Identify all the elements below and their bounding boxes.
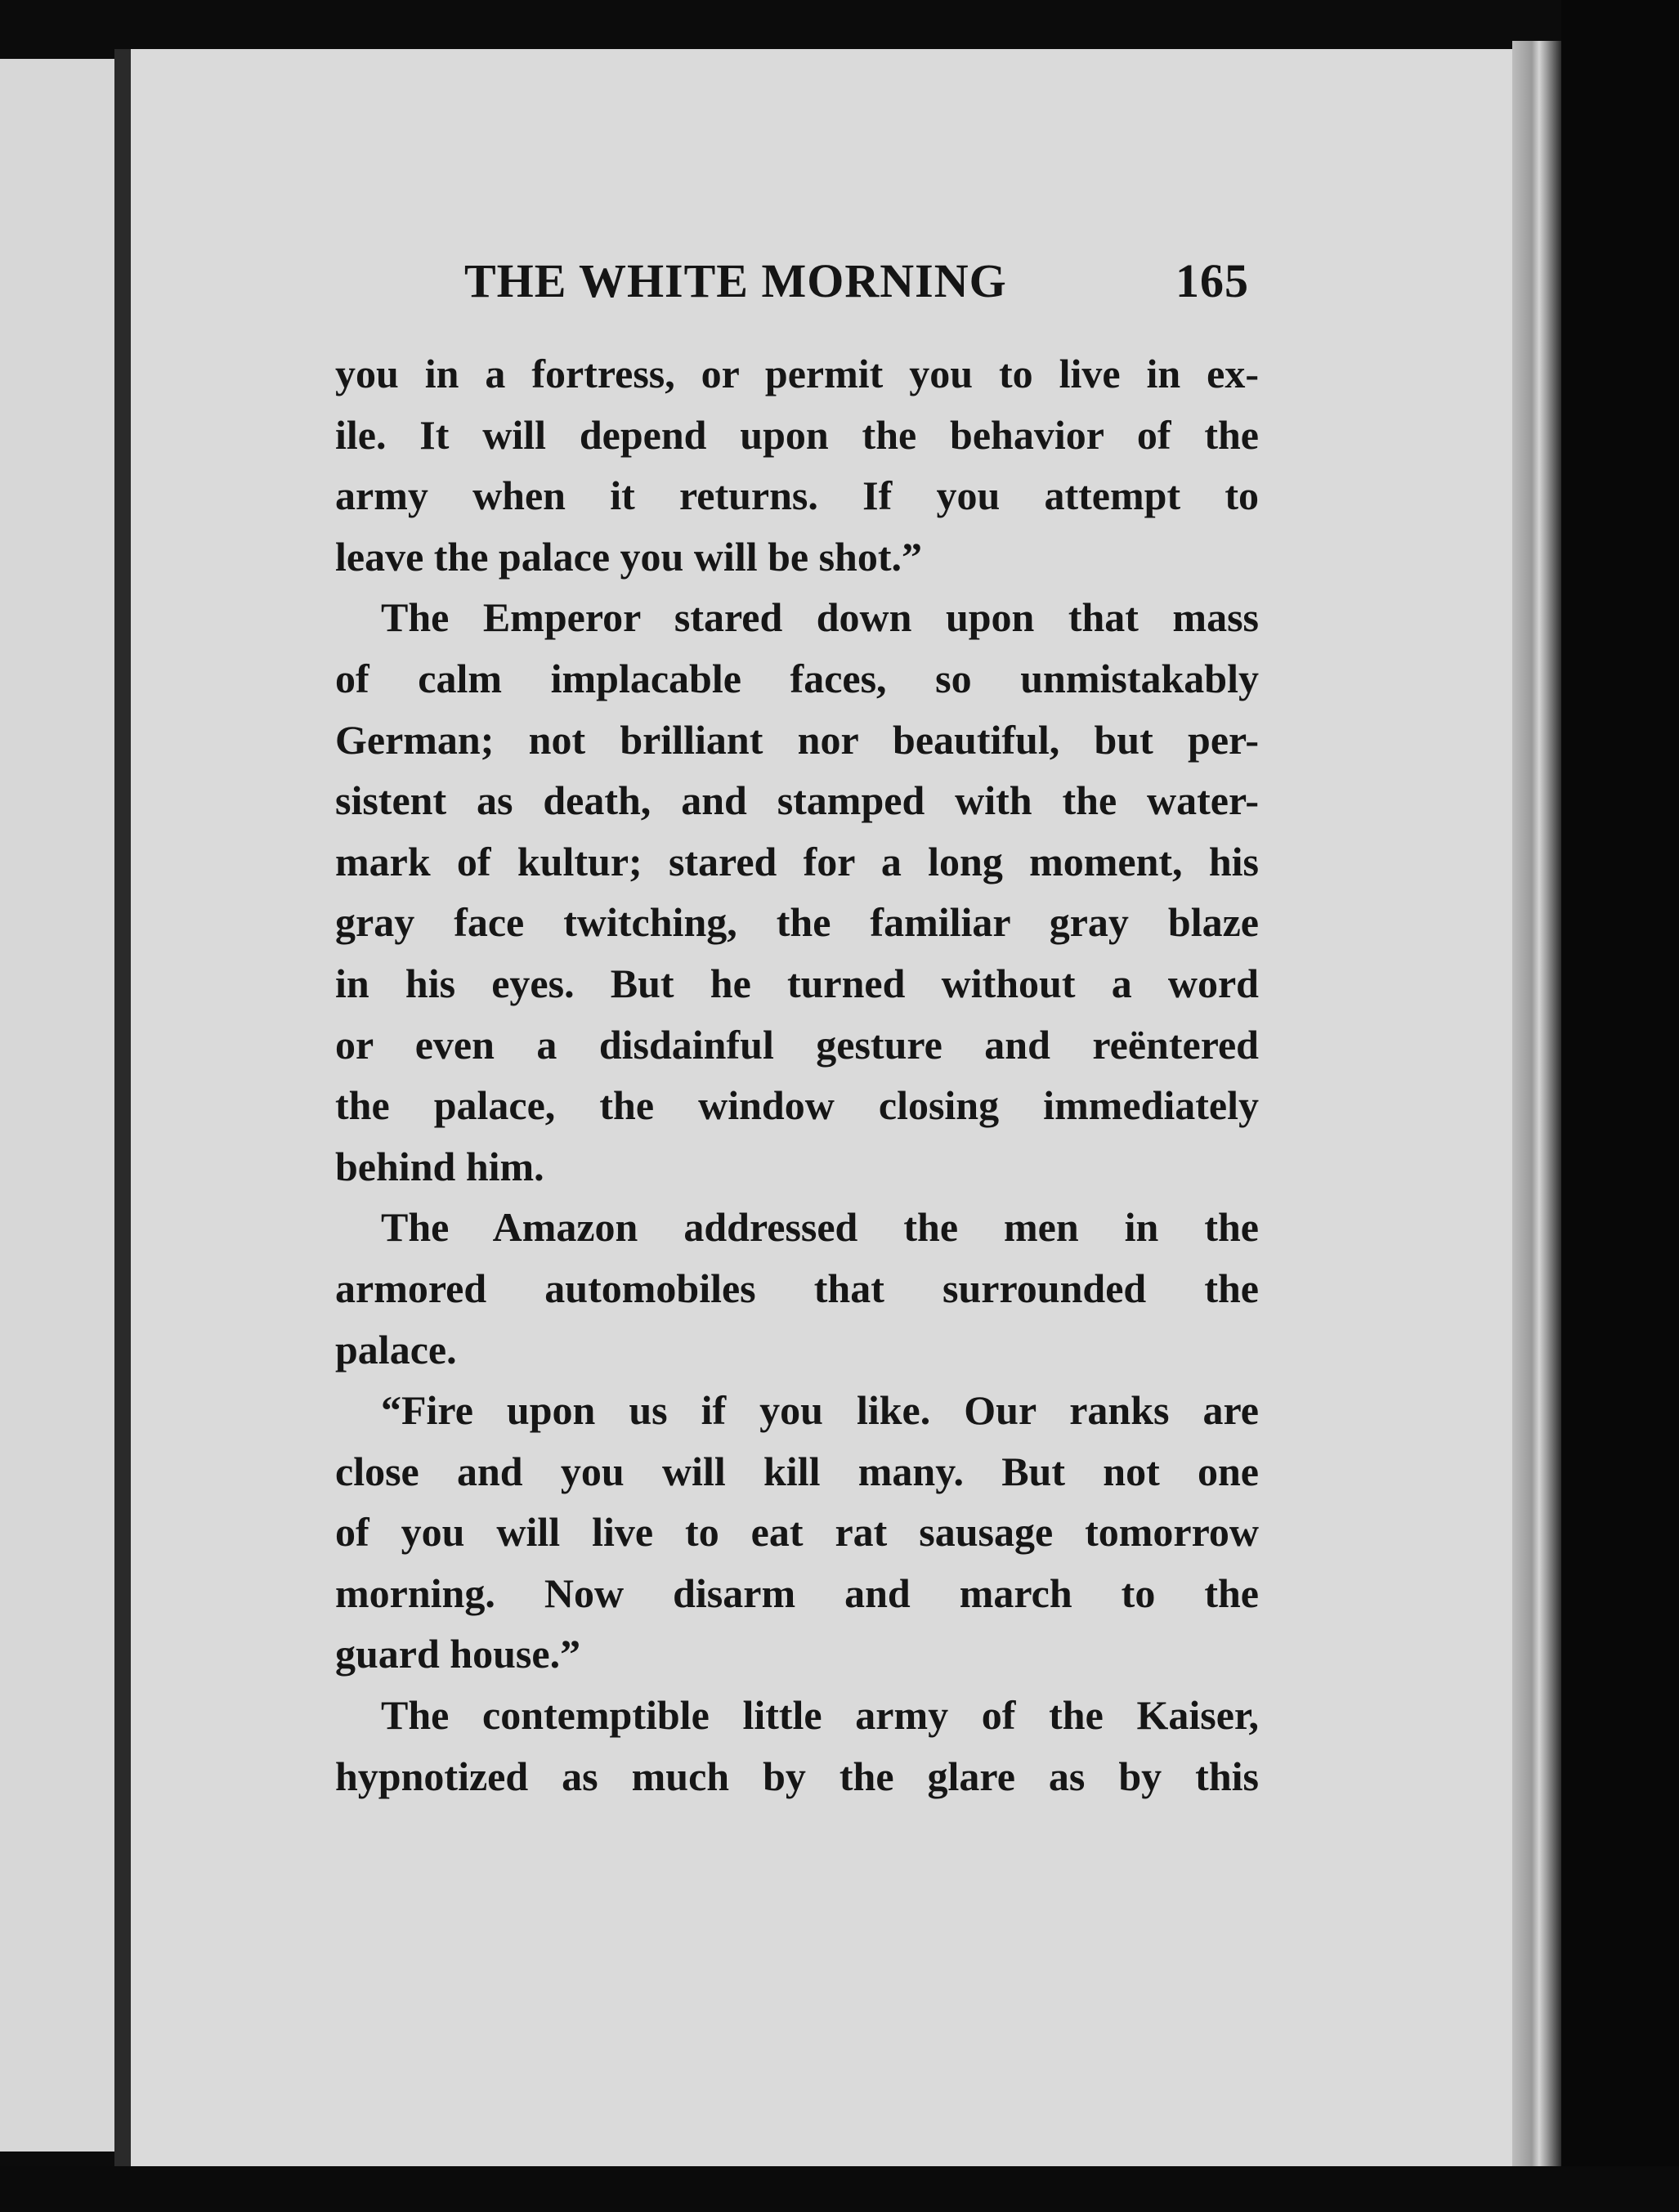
book-gutter [114, 49, 131, 2174]
text-line: leave the palace you will be shot.” [335, 533, 923, 580]
text-line: behind him. [335, 1143, 544, 1189]
scan-background-right [1561, 0, 1679, 2212]
paragraph [335, 1197, 1259, 1380]
running-head [464, 253, 1249, 311]
text-line: of calm implacable faces, so unmistakably [335, 655, 1259, 701]
page-fore-edge [1512, 41, 1561, 2174]
text-line: mark of kultur; stared for a long moment, his [335, 838, 1259, 884]
text-line: of you will live to eat rat sausage tomorrow [335, 1509, 1259, 1556]
text-line: ile. It will depend upon the behavior of the [335, 411, 1259, 458]
text-line: armored automobiles that surrounded the [335, 1265, 1259, 1311]
text-line: sistent as death, and stamped with the water- [335, 777, 1259, 824]
text-line: gray face twitching, the familiar gray blaze [335, 899, 1259, 946]
page-number: 165 [1175, 254, 1249, 307]
text-line: or even a disdainful gesture and reëntered [335, 1021, 1259, 1068]
paragraph [335, 343, 1259, 587]
body-text [335, 343, 1259, 1807]
text-line: The Amazon addressed the men in the [381, 1204, 1259, 1251]
text-line: in his eyes. But he turned without a word [335, 960, 1259, 1006]
text-line: German; not brilliant nor beautiful, but per- [335, 716, 1259, 763]
text-line: the palace, the window closing immediately [335, 1082, 1259, 1129]
left-page-edge [0, 59, 114, 2152]
text-line: The Emperor stared down upon that mass [381, 594, 1259, 641]
text-line: close and you will kill many. But not one [335, 1448, 1259, 1494]
text-line: you in a fortress, or permit you to live in ex- [335, 351, 1259, 396]
text-line: The contemptible little army of the Kaiser, [381, 1692, 1259, 1739]
paragraph [335, 587, 1259, 1197]
running-head-title: THE WHITE MORNING [464, 254, 1007, 307]
paragraph [335, 1685, 1259, 1807]
text-line: morning. Now disarm and march to the [335, 1569, 1259, 1616]
text-line: palace. [335, 1326, 457, 1372]
text-line: guard house.” [335, 1631, 581, 1677]
scan-background-bottom [0, 2166, 1679, 2212]
text-line: army when it returns. If you attempt to [335, 472, 1259, 519]
paragraph [335, 1380, 1259, 1685]
text-line: “Fire upon us if you like. Our ranks are [381, 1387, 1259, 1434]
text-line: hypnotized as much by the glare as by this [335, 1753, 1259, 1799]
